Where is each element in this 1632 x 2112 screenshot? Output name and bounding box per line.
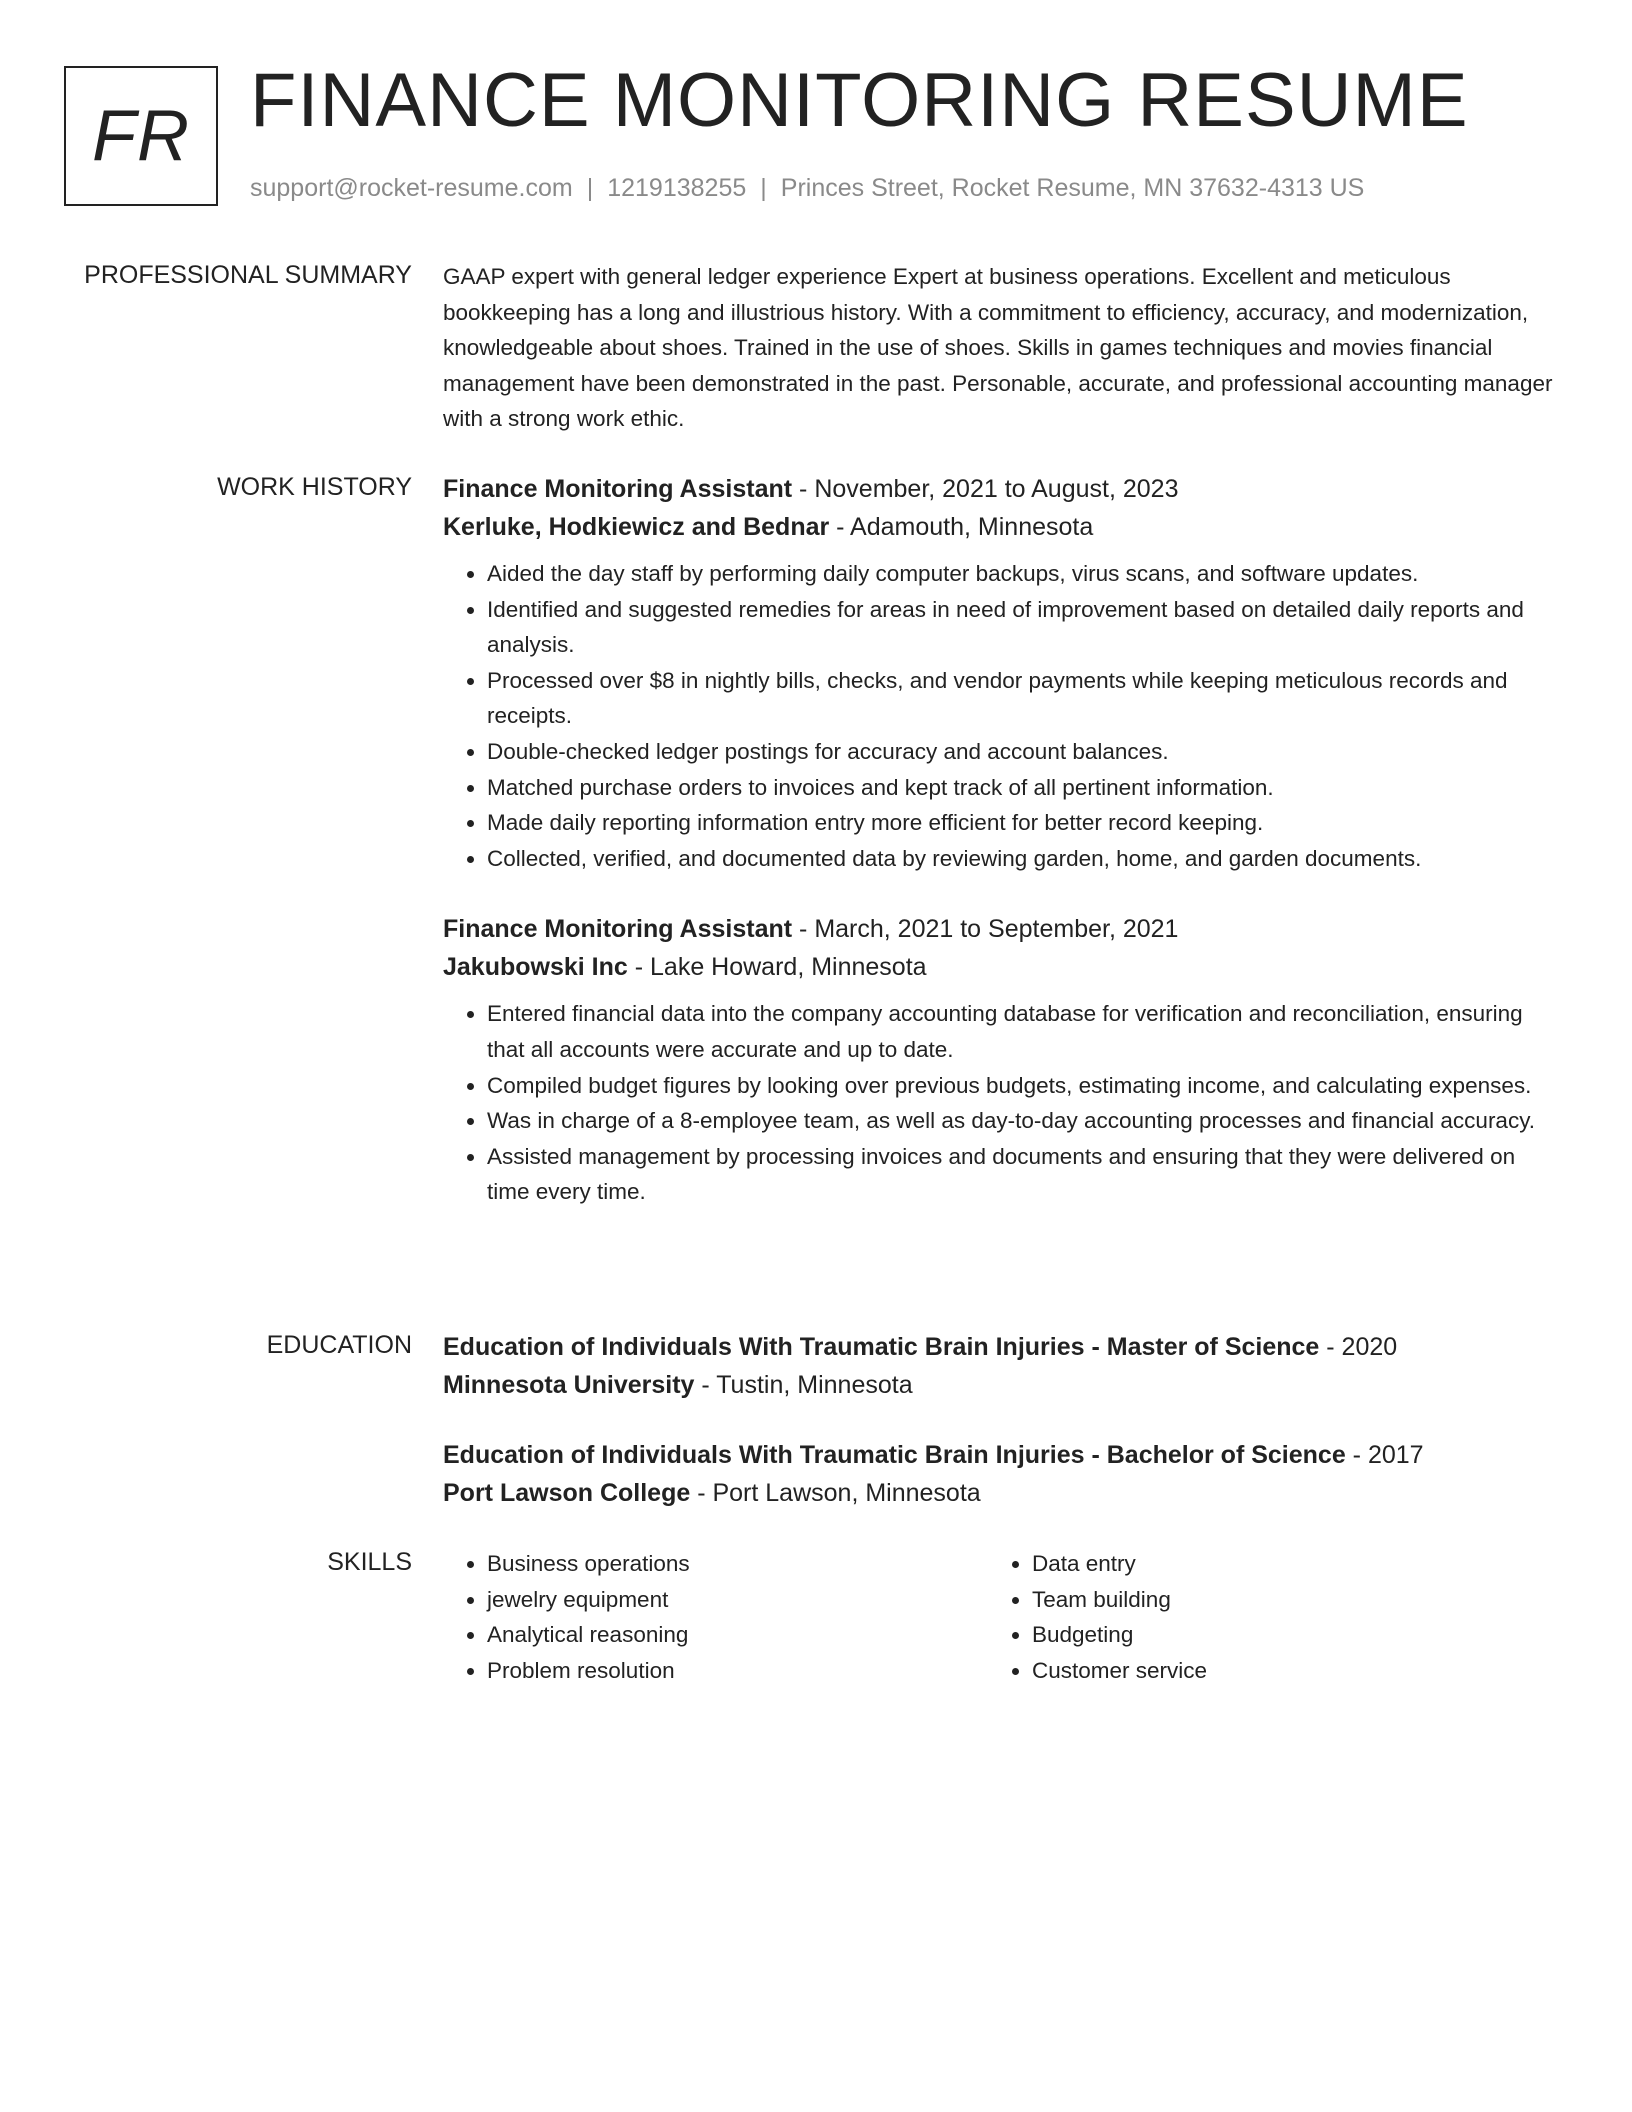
- education-school-line: [443, 1366, 1561, 1404]
- education-school: Port Lawson College: [443, 1479, 691, 1507]
- contact-separator: |: [760, 174, 767, 202]
- job-bullets: [443, 556, 1561, 876]
- job-bullet: • Made daily reporting information entry more efficient for better record keeping.: [487, 805, 1561, 841]
- job-dates: - November, 2021 to August, 2023: [792, 475, 1179, 503]
- skill-item: • Customer service: [1032, 1653, 1533, 1689]
- section-label-education: EDUCATION: [266, 1331, 412, 1359]
- contact-line: [250, 174, 1364, 203]
- job-bullet: • Matched purchase orders to invoices and kept track of all pertinent information.: [487, 770, 1561, 806]
- skills-body: [443, 1546, 1561, 1688]
- job-title-line: [443, 910, 1561, 948]
- education-year: - 2020: [1319, 1333, 1398, 1361]
- monogram-box: [64, 66, 218, 206]
- education-location: - Port Lawson, Minnesota: [690, 1479, 981, 1507]
- job-bullet: • Collected, verified, and documented data by reviewing garden, home, and garden documents.: [487, 841, 1561, 877]
- job-title-line: [443, 470, 1561, 508]
- job-title: Finance Monitoring Assistant: [443, 475, 793, 503]
- job-bullet: • Entered financial data into the company accounting database for verification and reconciliation, ensuring that all accounts were accurate and up to date.: [487, 996, 1561, 1067]
- work-history-body: [443, 470, 1561, 1210]
- skill-item: • Budgeting: [1032, 1617, 1533, 1653]
- job-dates: - March, 2021 to September, 2021: [792, 915, 1179, 944]
- job-title: Finance Monitoring Assistant: [443, 915, 793, 944]
- skill-item: • Team building: [1032, 1582, 1533, 1618]
- resume-title: FINANCE MONITORING RESUME: [250, 58, 1469, 143]
- summary-body: [443, 259, 1561, 437]
- skill-item: • Analytical reasoning: [487, 1617, 988, 1653]
- summary-text: GAAP expert with general ledger experience Expert at business operations. Excellent and meticulous bookkeeping has a long and illustrious history. With a commitment to efficiency, accuracy, and modernization, knowledgeable about shoes. Trained in the use of shoes. Skills in games techniques and movies financial management have been demonstrated in the past. Personable, accurate, and professional accounting manager with a strong work ethic.: [443, 264, 1553, 432]
- skills-column-right: [988, 1546, 1533, 1688]
- job-company-line: [443, 948, 1561, 986]
- education-entry: [443, 1328, 1561, 1404]
- job-company: Kerluke, Hodkiewicz and Bednar: [443, 513, 830, 541]
- job-bullet: • Processed over $8 in nightly bills, checks, and vendor payments while keeping meticulous records and receipts.: [487, 663, 1561, 734]
- skill-item: • Data entry: [1032, 1546, 1533, 1582]
- job-entry: [443, 470, 1561, 876]
- job-location: - Adamouth, Minnesota: [829, 513, 1094, 541]
- section-label-skills: SKILLS: [327, 1548, 412, 1576]
- job-bullet: • Aided the day staff by performing daily computer backups, virus scans, and software updates.: [487, 556, 1561, 592]
- job-bullet: • Double-checked ledger postings for accuracy and account balances.: [487, 734, 1561, 770]
- contact-separator: |: [586, 174, 594, 202]
- job-location: - Lake Howard, Minnesota: [627, 953, 927, 982]
- education-body: [443, 1328, 1561, 1512]
- job-bullet: • Identified and suggested remedies for areas in need of improvement based on detailed daily reports and analysis.: [487, 592, 1561, 663]
- job-bullet: • Assisted management by processing invoices and documents and ensuring that they were delivered on time every time.: [487, 1139, 1561, 1210]
- skill-item: • Problem resolution: [487, 1653, 988, 1689]
- job-bullet: • Was in charge of a 8-employee team, as well as day-to-day accounting processes and financial accuracy.: [487, 1103, 1561, 1139]
- education-degree: Education of Individuals With Traumatic Brain Injuries - Master of Science: [443, 1333, 1320, 1361]
- skill-item: • Business operations: [487, 1546, 988, 1582]
- job-bullet: • Compiled budget figures by looking over previous budgets, estimating income, and calculating expenses.: [487, 1068, 1561, 1104]
- education-year: - 2017: [1345, 1441, 1424, 1469]
- job-entry: [443, 910, 1561, 1210]
- skill-item: • jewelry equipment: [487, 1582, 988, 1618]
- skills-grid: [443, 1546, 1561, 1688]
- education-school-line: [443, 1474, 1561, 1512]
- section-label-summary: PROFESSIONAL SUMMARY: [84, 261, 412, 289]
- job-company-line: [443, 508, 1561, 546]
- education-degree-line: [443, 1328, 1561, 1366]
- contact-address: Princes Street, Rocket Resume, MN 37632-4313 US: [780, 174, 1365, 202]
- monogram-initials: FR: [92, 96, 190, 176]
- education-entry: [443, 1436, 1561, 1512]
- job-bullets: [443, 996, 1561, 1210]
- education-school: Minnesota University: [443, 1371, 695, 1399]
- contact-phone: 1219138255: [607, 174, 747, 202]
- education-degree: Education of Individuals With Traumatic Brain Injuries - Bachelor of Science: [443, 1441, 1346, 1469]
- contact-email: support@rocket-resume.com: [250, 174, 573, 202]
- skills-column-left: [443, 1546, 988, 1688]
- skills-list: [988, 1546, 1533, 1688]
- section-label-work-history: WORK HISTORY: [217, 473, 412, 501]
- job-company: Jakubowski Inc: [443, 953, 628, 982]
- skills-list: [443, 1546, 988, 1688]
- education-degree-line: [443, 1436, 1561, 1474]
- education-location: - Tustin, Minnesota: [694, 1371, 913, 1399]
